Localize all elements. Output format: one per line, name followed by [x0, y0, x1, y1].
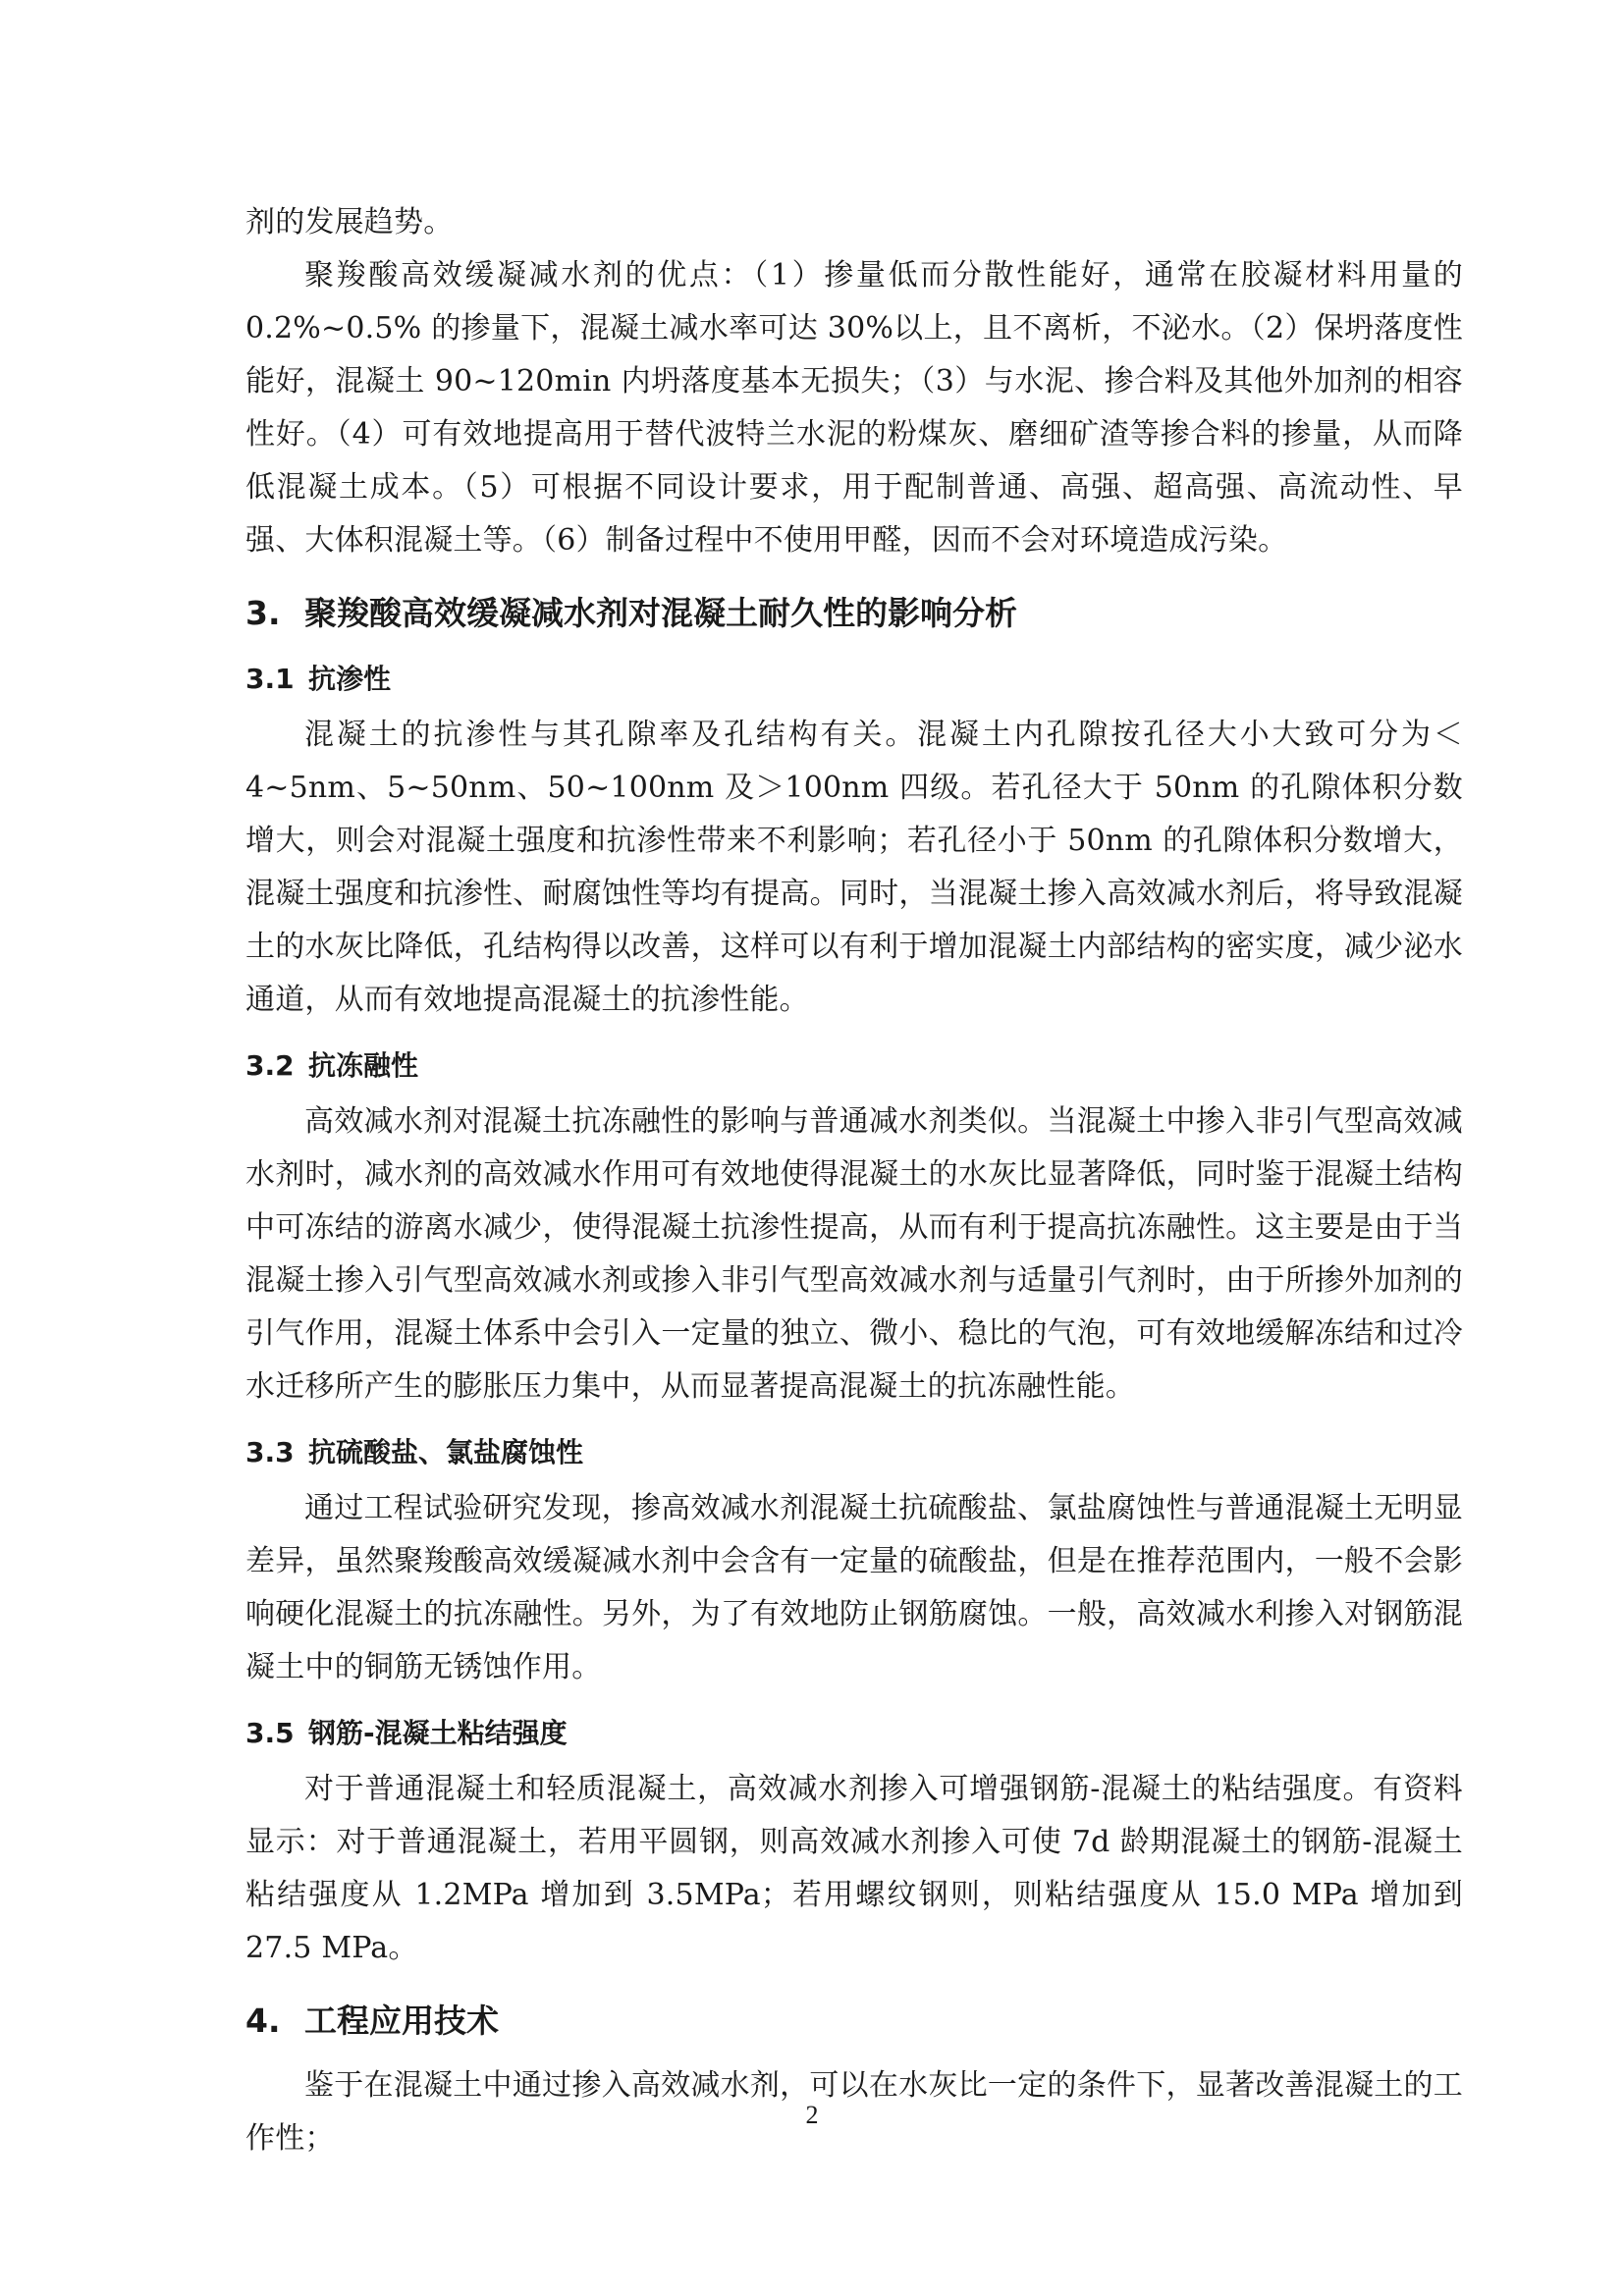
- subsection-title: 抗硫酸盐、氯盐腐蚀性: [308, 1436, 584, 1468]
- page-number: 2: [805, 2101, 819, 2129]
- subsection-number: 3.5: [245, 1717, 295, 1749]
- paragraph-sulfate-chloride: 通过工程试验研究发现，掺高效减水剂混凝土抗硫酸盐、氯盐腐蚀性与普通混凝土无明显差异，虽然聚羧酸高效缓凝减水剂中会含有一定量的硫酸盐，但是在推荐范围内，一般不会影响硬化混凝土的抗冻融性。另外，为了有效地防止钢筋腐蚀。一般，高效减水利掺入对钢筋混凝土中的铜筋无锈蚀作用。: [245, 1491, 1463, 1684]
- subsection-title: 钢筋-混凝土粘结强度: [308, 1717, 568, 1749]
- paragraph-impermeability: 混凝土的抗渗性与其孔隙率及孔结构有关。混凝土内孔隙按孔径大小大致可分为＜4~5nm、5~50nm、50~100nm 及＞100nm 四级。若孔径大于 50nm 的孔隙体积分数增大，则会对混凝土强度和抗渗性带来不利影响；若孔径小于 50nm 的孔隙体积分数增大，混凝土强度和抗渗性、耐腐蚀性等均有提高。同时，当混凝土掺入高效减水剂后，将导致混凝土的水灰比降低，孔结构得以改善，这样可以有利于增加混凝土内部结构的密实度，减少泌水通道，从而有效地提高混凝土的抗渗性能。: [245, 718, 1463, 1017]
- page-body: [245, 196, 1463, 2165]
- section-title: 聚羧酸高效缓凝减水剂对混凝土耐久性的影响分析: [304, 594, 1017, 632]
- subsection-3-1-heading: [245, 654, 1463, 705]
- subsection-number: 3.2: [245, 1049, 295, 1082]
- subsection-3-5-heading: [245, 1708, 1463, 1759]
- paragraph-bond-strength: 对于普通混凝土和轻质混凝土，高效减水剂掺入可增强钢筋-混凝土的粘结强度。有资料显示：对于普通混凝土，若用平圆钢，则高效减水剂掺入可使 7d 龄期混凝土的钢筋-混凝土粘结强度从 1.2MPa 增加到 3.5MPa；若用螺纹钢则，则粘结强度从 15.0 MPa 增加到 27.5 MPa。: [245, 1772, 1463, 1965]
- subsection-number: 3.1: [245, 663, 295, 695]
- section-number: 4.: [245, 2002, 281, 2040]
- subsection-title: 抗渗性: [308, 663, 392, 695]
- paragraph-freeze-thaw: 高效减水剂对混凝土抗冻融性的影响与普通减水剂类似。当混凝土中掺入非引气型高效减水剂时，减水剂的高效减水作用可有效地使得混凝土的水灰比显著降低，同时鉴于混凝土结构中可冻结的游离水减少，使得混凝土抗渗性提高，从而有利于提高抗冻融性。这主要是由于当混凝土掺入引气型高效减水剂或掺入非引气型高效减水剂与适量引气剂时，由于所掺外加剂的引气作用，混凝土体系中会引入一定量的独立、微小、稳比的气泡，可有效地缓解冻结和过冷水迁移所产生的膨胀压力集中，从而显著提高混凝土的抗冻融性能。: [245, 1104, 1463, 1404]
- section-3-heading: [245, 587, 1463, 640]
- subsection-3-2-heading: [245, 1041, 1463, 1092]
- subsection-3-3-heading: [245, 1427, 1463, 1478]
- paragraph-continued: 剂的发展趋势。: [245, 205, 454, 240]
- section-title: 工程应用技术: [304, 2002, 499, 2040]
- section-number: 3.: [245, 594, 281, 632]
- section-4-heading: [245, 1995, 1463, 2048]
- subsection-title: 抗冻融性: [308, 1049, 419, 1082]
- subsection-number: 3.3: [245, 1436, 295, 1468]
- paragraph-engineering: 鉴于在混凝土中通过掺入高效减水剂，可以在水灰比一定的条件下，显著改善混凝土的工作性；: [245, 2068, 1463, 2156]
- paragraph-advantages: 聚羧酸高效缓凝减水剂的优点：（1）掺量低而分散性能好，通常在胶凝材料用量的 0.2%~0.5% 的掺量下，混凝土减水率可达 30%以上，且不离析，不泌水。（2）保坍落度性能好，混凝土 90~120min 内坍落度基本无损失；（3）与水泥、掺合料及其他外加剂的相容性好。（4）可有效地提高用于替代波特兰水泥的粉煤灰、磨细矿渣等掺合料的掺量，从而降低混凝土成本。（5）可根据不同设计要求，用于配制普通、高强、超高强、高流动性、早强、大体积混凝土等。（6）制备过程中不使用甲醛，因而不会对环境造成污染。: [245, 258, 1463, 558]
